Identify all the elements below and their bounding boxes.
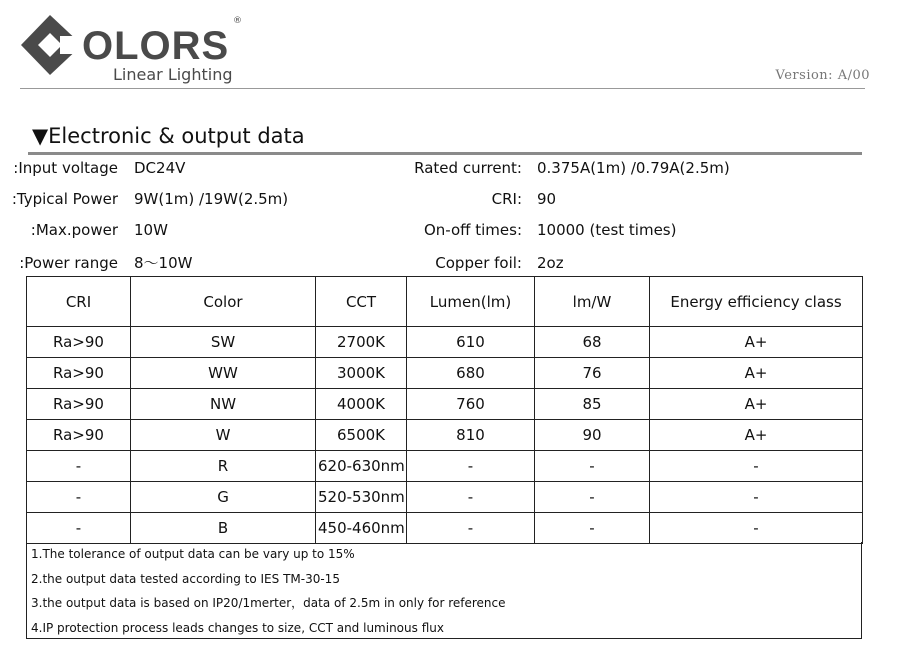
- spec-label: Copper foil:: [435, 254, 522, 272]
- output-data-table: [26, 276, 863, 544]
- table-cell: 810: [407, 420, 535, 451]
- column-header: CCT: [316, 277, 407, 327]
- table-cell: -: [535, 482, 650, 513]
- table-cell: -: [27, 513, 131, 544]
- column-header: lm/W: [535, 277, 650, 327]
- spec-label: Input voltage:: [13, 159, 118, 177]
- spec-value: 10W: [134, 221, 168, 239]
- table-cell: -: [650, 451, 863, 482]
- table-row: [27, 327, 863, 358]
- table-cell: 68: [535, 327, 650, 358]
- table-cell: 680: [407, 358, 535, 389]
- spec-label: Rated current:: [414, 159, 522, 177]
- table-cell: -: [27, 482, 131, 513]
- table-cell: A+: [650, 358, 863, 389]
- notes-box: [26, 542, 862, 639]
- table-cell: 450-460nm: [316, 513, 407, 544]
- table-cell: R: [131, 451, 316, 482]
- table-cell: Ra>90: [27, 420, 131, 451]
- table-cell: Ra>90: [27, 389, 131, 420]
- column-header: Lumen(lm): [407, 277, 535, 327]
- table-cell: A+: [650, 327, 863, 358]
- section-divider: [28, 152, 862, 155]
- note-line: 2.the output data tested according to IES TM-30-15: [31, 571, 340, 586]
- table-cell: 2700K: [316, 327, 407, 358]
- table-cell: A+: [650, 420, 863, 451]
- spec-value: DC24V: [134, 159, 186, 177]
- spec-label: CRI:: [491, 190, 522, 208]
- table-row: [27, 420, 863, 451]
- section-title: [32, 124, 305, 148]
- spec-value: 10000 (test times): [537, 221, 677, 239]
- table-cell: NW: [131, 389, 316, 420]
- column-header: Energy efficiency class: [650, 277, 863, 327]
- note-line: 1.The tolerance of output data can be vary up to 15%: [31, 547, 355, 561]
- table-cell: 3000K: [316, 358, 407, 389]
- table-cell: WW: [131, 358, 316, 389]
- spec-value: 8～10W: [134, 254, 193, 272]
- table-row: [27, 482, 863, 513]
- table-cell: 4000K: [316, 389, 407, 420]
- brand-logo: [20, 12, 250, 90]
- brand-name: OLORS: [82, 24, 230, 68]
- table-row: [27, 451, 863, 482]
- table-cell: -: [650, 482, 863, 513]
- header-divider: [20, 88, 865, 89]
- spec-row: [0, 251, 900, 275]
- table-cell: Ra>90: [27, 358, 131, 389]
- spec-label: Power range:: [19, 254, 118, 272]
- table-row: [27, 358, 863, 389]
- table-cell: 520-530nm: [316, 482, 407, 513]
- table-cell: -: [407, 513, 535, 544]
- table-cell: SW: [131, 327, 316, 358]
- table-cell: 6500K: [316, 420, 407, 451]
- spec-label: On-off times:: [423, 221, 522, 239]
- table-cell: G: [131, 482, 316, 513]
- column-header: Color: [131, 277, 316, 327]
- table-cell: A+: [650, 389, 863, 420]
- spec-label: Max.power:: [30, 221, 118, 239]
- table-row: [27, 513, 863, 544]
- brand-subtitle: Linear Lighting: [113, 65, 233, 84]
- table-cell: 85: [535, 389, 650, 420]
- registered-mark: ®: [233, 16, 242, 26]
- spec-row: [0, 187, 900, 211]
- table-cell: 90: [535, 420, 650, 451]
- brand-logo-mark-icon: [20, 14, 84, 76]
- spec-value: 9W(1m) /19W(2.5m): [134, 190, 289, 208]
- table-cell: -: [407, 482, 535, 513]
- table-cell: -: [407, 451, 535, 482]
- table-cell: 610: [407, 327, 535, 358]
- column-header: CRI: [27, 277, 131, 327]
- spec-value: 0.375A(1m) /0.79A(2.5m): [537, 159, 730, 177]
- table-cell: B: [131, 513, 316, 544]
- spec-value: 90: [537, 190, 557, 208]
- table-cell: -: [535, 513, 650, 544]
- spec-value: 2oz: [537, 254, 564, 272]
- spec-row: [0, 156, 900, 180]
- table-cell: 760: [407, 389, 535, 420]
- table-cell: -: [535, 451, 650, 482]
- table-cell: -: [27, 451, 131, 482]
- spec-label: Typical Power:: [11, 190, 118, 208]
- table-header-row: [27, 277, 863, 327]
- collapse-triangle-icon: ▼: [32, 124, 49, 148]
- table-cell: 620-630nm: [316, 451, 407, 482]
- note-line: 4.IP protection process leads changes to size, CCT and luminous flux: [31, 620, 444, 635]
- table-cell: -: [650, 513, 863, 544]
- version-label: Version: A/00: [775, 68, 870, 83]
- table-row: [27, 389, 863, 420]
- table-cell: W: [131, 420, 316, 451]
- section-title-text: Electronic & output data: [48, 124, 305, 148]
- table-cell: 76: [535, 358, 650, 389]
- note-line: 3.the output data is based on IP20/1merter，data of 2.5m in only for reference: [31, 596, 506, 610]
- table-cell: Ra>90: [27, 327, 131, 358]
- spec-row: [0, 218, 900, 242]
